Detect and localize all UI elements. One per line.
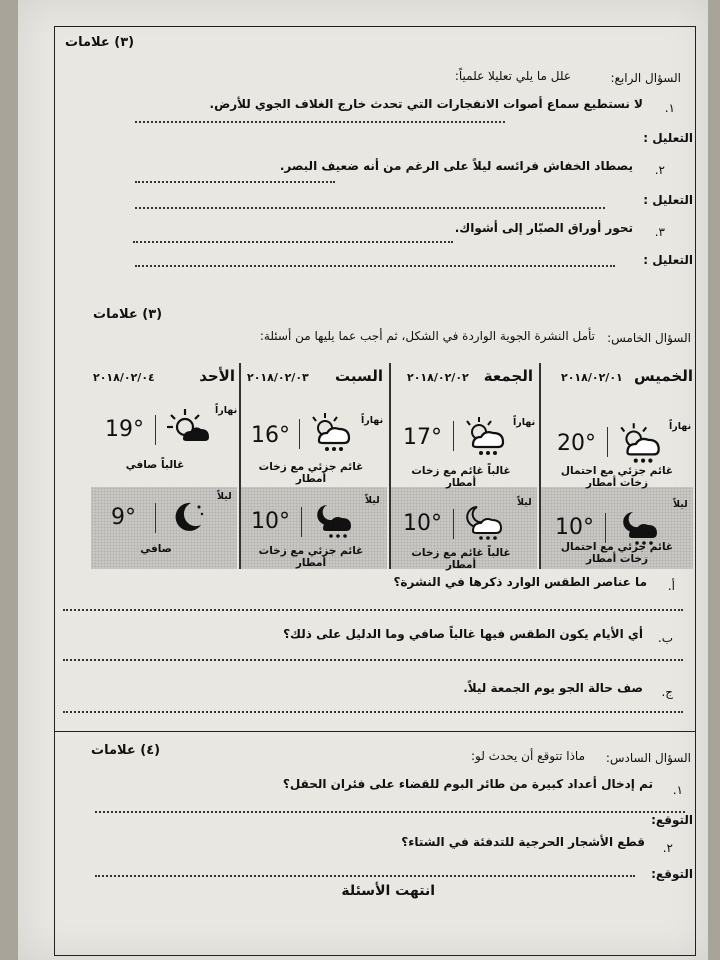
q5-question-b-answer-line[interactable] [63, 659, 683, 661]
day-date: ٢٠١٨/٠٢/٠٣ [247, 371, 309, 384]
separator [607, 427, 608, 457]
q5-instruction: تأمل النشرة الجوية الواردة في الشكل، ثم أجب عما يليها من أسئلة: [259, 329, 595, 343]
night-temperature: 10° [251, 509, 290, 534]
q6-item-2-text: قطع الأشجار الحرجية للتدفئة في الشتاء؟ [401, 835, 645, 849]
q4-instruction: علل ما يلي تعليلا علمياً: [454, 69, 571, 83]
day-name: السبت [334, 367, 383, 385]
q4-title: السؤال الرابع: [610, 71, 681, 85]
q5-question-a-text: ما عناصر الطقس الوارد ذكرها في النشرة؟ [393, 575, 647, 589]
q6-item-1-number: ١. [672, 783, 683, 797]
night-label: ليلاً [365, 495, 380, 506]
day-label: نهاراً [669, 421, 692, 432]
separator [301, 507, 302, 537]
separator [155, 503, 156, 533]
q4-item-3-text: تحور أوراق الصبّار إلى أشواك. [454, 221, 633, 235]
q5-marks: (٣) علامات [93, 307, 163, 322]
day-temperature: 17° [403, 425, 442, 450]
night-temperature: 10° [555, 515, 594, 540]
q4-item-2-answer-line-2[interactable] [135, 207, 605, 209]
q4-item-1-answer-line[interactable] [135, 121, 505, 123]
day-label: نهاراً [361, 415, 384, 426]
day-condition: غالباً صافي [125, 459, 185, 471]
night-label: ليلاً [673, 499, 688, 510]
cloud-moon-rain-icon [313, 501, 355, 541]
day-name: الأحد [199, 367, 235, 385]
cloud-moon-rain-icon [463, 503, 507, 543]
separator [453, 421, 454, 451]
separator [299, 419, 300, 449]
cloud-sun-rain-icon [461, 415, 511, 459]
q4-item-3-number: ٣. [654, 225, 665, 239]
q5-question-b-number: ب. [657, 631, 673, 645]
separator [605, 513, 606, 543]
day-temperature: 20° [557, 431, 596, 456]
night-label: ليلاً [517, 497, 532, 508]
night-condition: غائم جزئي مع احتمال زخات أمطار [560, 541, 674, 565]
day-temperature: 16° [251, 423, 290, 448]
end-of-questions: انتهت الأسئلة [341, 883, 435, 899]
night-condition: صافي [140, 543, 172, 555]
day-date: ٢٠١٨/٠٢/٠٤ [93, 371, 155, 384]
night-condition: غائم جزئي مع زخات أمطار [258, 545, 364, 569]
day-label: نهاراً [215, 405, 238, 416]
q6-marks: (٤) علامات [91, 743, 161, 758]
day-date: ٢٠١٨/٠٢/٠١ [561, 371, 623, 384]
day-name: الخميس [634, 367, 693, 385]
day-condition: غائم جزئي مع زخات أمطار [258, 461, 364, 485]
forecast-day-friday [389, 363, 537, 569]
q4-marks: (٣) علامات [65, 35, 135, 50]
exam-frame [54, 26, 696, 956]
forecast-day-saturday [239, 363, 387, 569]
q6-instruction: ماذا تتوقع أن يحدث لو: [470, 749, 585, 763]
paper-sheet [18, 0, 708, 960]
q4-item-2-number: ٢. [654, 163, 665, 177]
day-label: نهاراً [513, 417, 536, 428]
q5-question-a-answer-line[interactable] [63, 609, 683, 611]
night-condition: غالباً غائم مع زخات أمطار [411, 547, 511, 571]
forecast-day-thursday [539, 363, 693, 569]
q4-item-3-answer-line[interactable] [133, 241, 453, 243]
q6-item-1-answer-line[interactable] [95, 811, 685, 813]
night-temperature: 9° [111, 505, 136, 530]
day-temperature: 19° [105, 417, 144, 442]
cloud-sun-rain-icon [307, 411, 357, 455]
day-date: ٢٠١٨/٠٢/٠٢ [407, 371, 469, 384]
q4-item-1-number: ١. [664, 101, 675, 115]
q5-question-a-number: أ. [667, 579, 675, 593]
q5-question-c-text: صف حالة الجو يوم الجمعة ليلاً. [463, 681, 643, 695]
q5-question-b-text: أي الأيام يكون الطقس فيها غالباً صافي وما الدليل على ذلك؟ [283, 627, 643, 641]
q6-item-2-answer-label: التوقع: [651, 867, 693, 881]
q5-title: السؤال الخامس: [607, 331, 691, 345]
q4-item-3-answer-line-2[interactable] [135, 265, 615, 267]
day-condition: غالباً غائم مع زخات أمطار [411, 465, 511, 489]
q4-item-1-text: لا نستطيع سماع أصوات الانفجارات التي تحدث خارج الغلاف الجوي للأرض. [209, 97, 643, 111]
weather-forecast-table [91, 363, 691, 573]
q4-item-2-text: يصطاد الخفاش فرائسه ليلاً على الرغم من أنه ضعيف البصر. [279, 159, 633, 173]
day-condition: غائم جزئي مع احتمال زخات أمطار [560, 465, 674, 489]
sun-cloud-icon [165, 407, 213, 447]
moon-stars-icon [169, 499, 205, 535]
q4-item-2-answer-label: التعليل : [643, 193, 693, 207]
q6-item-2-answer-line[interactable] [95, 875, 635, 877]
q6-item-1-answer-label: التوقع: [651, 813, 693, 827]
q5-question-c-answer-line[interactable] [63, 711, 683, 713]
forecast-day-sunday [91, 363, 237, 569]
q4-item-3-answer-label: التعليل : [643, 253, 693, 267]
q5-question-c-number: ج. [661, 685, 673, 699]
q4-item-2-answer-line[interactable] [135, 181, 335, 183]
q6-title: السؤال السادس: [605, 751, 691, 765]
cloud-sun-rain-icon [615, 421, 667, 467]
section-divider [55, 731, 695, 732]
day-name: الجمعة [483, 367, 533, 385]
night-label: ليلاً [217, 491, 232, 502]
separator [453, 509, 454, 539]
q6-item-2-number: ٢. [662, 841, 673, 855]
night-temperature: 10° [403, 511, 442, 536]
q4-item-1-answer-label: التعليل : [643, 131, 693, 145]
separator [155, 415, 156, 445]
q6-item-1-text: تم إدخال أعداد كبيرة من طائر البوم للقضاء على فئران الحقل؟ [282, 777, 653, 791]
